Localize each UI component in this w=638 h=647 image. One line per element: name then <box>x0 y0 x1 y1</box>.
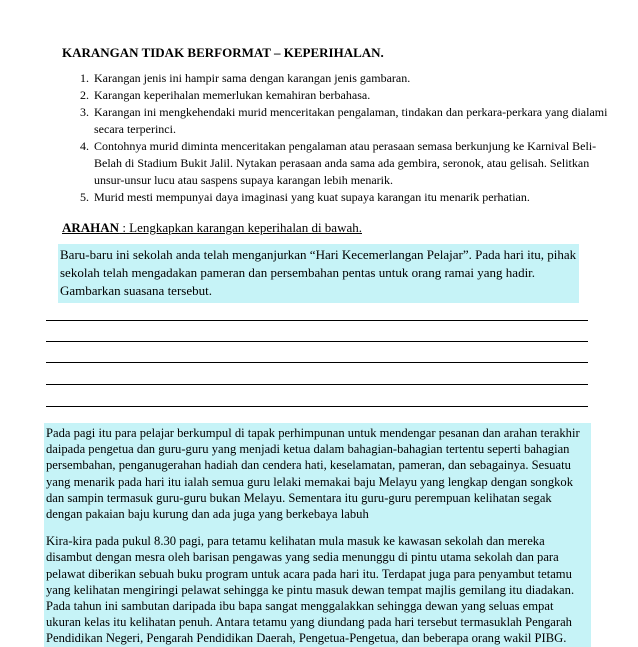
instruction-text: : Lengkapkan karangan keperihalan di bawah. <box>119 220 362 235</box>
writing-line <box>46 406 588 407</box>
essay-paragraph: Pada pagi itu para pelajar berkumpul di tapak perhimpunan untuk mendengar pesanan dan arahan terakhir daipada pengetua dan guru-guru yang menjadi ketua dalam bahagian-bahagian tertentu seperti bahagian persembahan, penganugerahan hadiah dan cendera hati, keselamatan, pameran, dan sebagainya. Sesuatu yang menarik pada hari itu ialah semua guru lelaki memakai baju Melayu yang lengkap dengan songkok dan sampin termasuk guru-guru bukan Melayu. Sementara itu guru-guru perempuan kelihatan segak dengan pakaian baju kurung dan ada juga yang berkebaya labuh <box>46 426 580 522</box>
instruction-label: ARAHAN <box>62 220 120 235</box>
writing-line <box>46 320 588 321</box>
list-item: 2. Karangan keperihalan memerlukan kemahiran berbahasa. <box>92 87 622 104</box>
list-item: 4. Contohnya murid diminta menceritakan pengalaman atau perasaan semasa berkunjung ke Karnival Beli-Belah di Stadium Bukit Jalil. Nytakan perasaan anda sama ada gembira, seronok, atau gelisah. Selitkan unsur-unsur lucu atau saspens supaya karangan lebih menarik. <box>92 138 622 189</box>
instruction <box>62 220 362 236</box>
writing-line <box>46 362 588 363</box>
page-title: KARANGAN TIDAK BERFORMAT – KEPERIHALAN. <box>62 45 384 60</box>
list-item: 1. Karangan jenis ini hampir sama dengan karangan jenis gambaran. <box>92 70 622 87</box>
rules-list <box>62 70 622 206</box>
list-item: 3. Karangan ini mengkehendaki murid menceritakan pengalaman, tindakan dan perkara-perkara yang dialami secara terperinci. <box>92 104 622 138</box>
essay-body <box>44 423 591 647</box>
essay-paragraph: Kira-kira pada pukul 8.30 pagi, para tetamu kelihatan mula masuk ke kawasan sekolah dan mereka disambut dengan mesra oleh barisan pengawas yang sedia menunggu di pintu utama sekolah dan para pelawat diberikan sebuah buku program untuk acara pada hari itu. Terdapat juga para penyambut tetamu yang kelihatan mengiringi pelawat sehingga ke pintu masuk dewan tempat majlis gemilang itu diadakan. Pada tahun ini sambutan daripada ibu bapa sangat menggalakkan sehingga dewan yang seluas empat ukuran kelas itu kelihatan penuh. Antara tetamu yang diundang pada hari tersebut termasuklah Pengarah Pendidikan Negeri, Pengarah Pendidikan Daerah, Pengetua-Pengetua, dan beberapa orang wakil PIBG. <box>46 534 575 646</box>
writing-line <box>46 384 588 385</box>
writing-line <box>46 341 588 342</box>
essay-prompt: Baru-baru ini sekolah anda telah menganjurkan “Hari Kecemerlangan Pelajar”. Pada hari itu, pihak sekolah telah mengadakan pameran dan persembahan pentas untuk orang ramai yang hadir. Gambarkan suasana tersebut. <box>58 244 579 303</box>
list-item: 5. Murid mesti mempunyai daya imaginasi yang kuat supaya karangan itu menarik perhatian. <box>92 189 622 206</box>
